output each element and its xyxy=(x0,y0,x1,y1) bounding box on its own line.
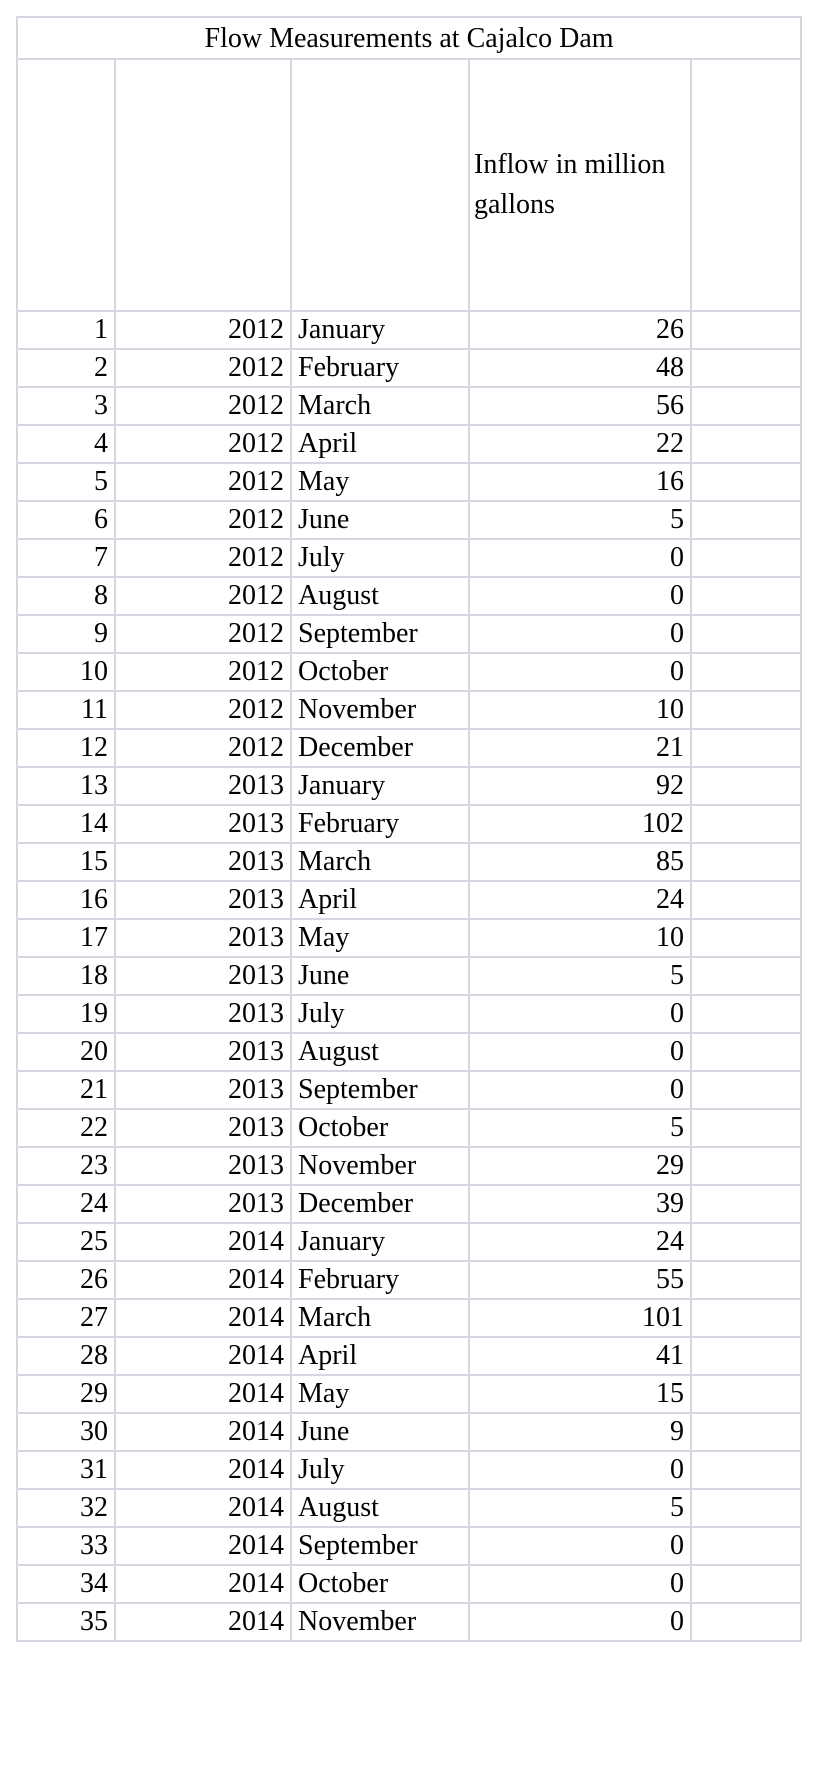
month-cell[interactable]: January xyxy=(291,311,469,349)
inflow-cell[interactable]: 16 xyxy=(469,463,691,501)
row-number-cell[interactable]: 23 xyxy=(17,1147,115,1185)
empty-cell[interactable] xyxy=(691,843,801,881)
year-cell[interactable]: 2013 xyxy=(115,881,291,919)
table-row xyxy=(17,1337,801,1375)
year-cell[interactable]: 2012 xyxy=(115,539,291,577)
month-cell[interactable]: April xyxy=(291,425,469,463)
year-cell[interactable]: 2012 xyxy=(115,615,291,653)
inflow-cell[interactable]: 5 xyxy=(469,1489,691,1527)
year-cell[interactable]: 2013 xyxy=(115,995,291,1033)
row-number-cell[interactable]: 25 xyxy=(17,1223,115,1261)
row-number-cell[interactable]: 3 xyxy=(17,387,115,425)
month-cell[interactable]: December xyxy=(291,1185,469,1223)
row-number-cell[interactable]: 7 xyxy=(17,539,115,577)
empty-cell[interactable] xyxy=(691,1451,801,1489)
row-number-cell[interactable]: 13 xyxy=(17,767,115,805)
table-row xyxy=(17,919,801,957)
empty-cell[interactable] xyxy=(691,1375,801,1413)
inflow-cell[interactable]: 0 xyxy=(469,1071,691,1109)
month-cell[interactable]: October xyxy=(291,1565,469,1603)
row-number-cell[interactable]: 11 xyxy=(17,691,115,729)
year-cell[interactable]: 2012 xyxy=(115,311,291,349)
month-cell[interactable]: September xyxy=(291,1071,469,1109)
inflow-cell[interactable]: 55 xyxy=(469,1261,691,1299)
month-cell[interactable]: May xyxy=(291,463,469,501)
inflow-cell[interactable]: 29 xyxy=(469,1147,691,1185)
table-row xyxy=(17,843,801,881)
month-cell[interactable]: September xyxy=(291,1527,469,1565)
row-number-cell[interactable]: 29 xyxy=(17,1375,115,1413)
month-cell[interactable]: November xyxy=(291,1603,469,1641)
year-cell[interactable]: 2013 xyxy=(115,957,291,995)
table-row xyxy=(17,995,801,1033)
empty-cell[interactable] xyxy=(691,577,801,615)
month-cell[interactable]: April xyxy=(291,881,469,919)
month-cell[interactable]: July xyxy=(291,995,469,1033)
row-number-cell[interactable]: 24 xyxy=(17,1185,115,1223)
year-cell[interactable]: 2013 xyxy=(115,919,291,957)
row-number-cell[interactable]: 17 xyxy=(17,919,115,957)
sheet-title[interactable]: Flow Measurements at Cajalco Dam xyxy=(17,17,801,59)
empty-cell[interactable] xyxy=(691,1071,801,1109)
inflow-cell[interactable]: 56 xyxy=(469,387,691,425)
month-cell[interactable]: May xyxy=(291,919,469,957)
month-cell[interactable]: February xyxy=(291,805,469,843)
year-cell[interactable]: 2014 xyxy=(115,1337,291,1375)
empty-cell[interactable] xyxy=(691,1603,801,1641)
header-cell-a[interactable] xyxy=(17,59,115,311)
inflow-cell[interactable]: 101 xyxy=(469,1299,691,1337)
row-number-cell[interactable]: 5 xyxy=(17,463,115,501)
empty-cell[interactable] xyxy=(691,615,801,653)
empty-cell[interactable] xyxy=(691,387,801,425)
empty-cell[interactable] xyxy=(691,1565,801,1603)
spreadsheet-table xyxy=(16,16,802,1642)
empty-cell[interactable] xyxy=(691,805,801,843)
inflow-cell[interactable]: 0 xyxy=(469,1527,691,1565)
empty-cell[interactable] xyxy=(691,1413,801,1451)
month-cell[interactable]: September xyxy=(291,615,469,653)
row-number-cell[interactable]: 14 xyxy=(17,805,115,843)
year-cell[interactable]: 2012 xyxy=(115,691,291,729)
empty-cell[interactable] xyxy=(691,1185,801,1223)
year-cell[interactable]: 2013 xyxy=(115,805,291,843)
year-cell[interactable]: 2012 xyxy=(115,501,291,539)
month-cell[interactable]: March xyxy=(291,1299,469,1337)
month-cell[interactable]: June xyxy=(291,501,469,539)
table-row xyxy=(17,425,801,463)
empty-cell[interactable] xyxy=(691,425,801,463)
row-number-cell[interactable]: 32 xyxy=(17,1489,115,1527)
table-row xyxy=(17,653,801,691)
row-number-cell[interactable]: 10 xyxy=(17,653,115,691)
row-number-cell[interactable]: 20 xyxy=(17,1033,115,1071)
inflow-cell[interactable]: 0 xyxy=(469,653,691,691)
title-row xyxy=(17,17,801,59)
year-cell[interactable]: 2014 xyxy=(115,1489,291,1527)
row-number-cell[interactable]: 4 xyxy=(17,425,115,463)
year-cell[interactable]: 2012 xyxy=(115,425,291,463)
year-cell[interactable]: 2014 xyxy=(115,1299,291,1337)
inflow-cell[interactable]: 22 xyxy=(469,425,691,463)
empty-cell[interactable] xyxy=(691,919,801,957)
table-row xyxy=(17,957,801,995)
inflow-cell[interactable]: 24 xyxy=(469,1223,691,1261)
year-cell[interactable]: 2012 xyxy=(115,387,291,425)
inflow-cell[interactable]: 85 xyxy=(469,843,691,881)
empty-cell[interactable] xyxy=(691,1223,801,1261)
empty-cell[interactable] xyxy=(691,1147,801,1185)
empty-cell[interactable] xyxy=(691,1337,801,1375)
month-cell[interactable]: June xyxy=(291,1413,469,1451)
year-cell[interactable]: 2012 xyxy=(115,653,291,691)
table-row xyxy=(17,349,801,387)
row-number-cell[interactable]: 2 xyxy=(17,349,115,387)
inflow-cell[interactable]: 9 xyxy=(469,1413,691,1451)
empty-cell[interactable] xyxy=(691,691,801,729)
month-cell[interactable]: December xyxy=(291,729,469,767)
inflow-cell[interactable]: 41 xyxy=(469,1337,691,1375)
row-number-cell[interactable]: 33 xyxy=(17,1527,115,1565)
table-row xyxy=(17,729,801,767)
inflow-cell[interactable]: 5 xyxy=(469,1109,691,1147)
month-cell[interactable]: October xyxy=(291,1109,469,1147)
empty-cell[interactable] xyxy=(691,463,801,501)
empty-cell[interactable] xyxy=(691,501,801,539)
table-row xyxy=(17,1109,801,1147)
year-cell[interactable]: 2013 xyxy=(115,767,291,805)
table-row xyxy=(17,577,801,615)
year-cell[interactable]: 2014 xyxy=(115,1261,291,1299)
row-number-cell[interactable]: 28 xyxy=(17,1337,115,1375)
year-cell[interactable]: 2014 xyxy=(115,1223,291,1261)
inflow-cell[interactable]: 10 xyxy=(469,919,691,957)
month-cell[interactable]: January xyxy=(291,767,469,805)
table-row xyxy=(17,1527,801,1565)
table-row xyxy=(17,387,801,425)
empty-cell[interactable] xyxy=(691,1299,801,1337)
month-cell[interactable]: January xyxy=(291,1223,469,1261)
year-cell[interactable]: 2013 xyxy=(115,843,291,881)
row-number-cell[interactable]: 35 xyxy=(17,1603,115,1641)
row-number-cell[interactable]: 15 xyxy=(17,843,115,881)
month-cell[interactable]: February xyxy=(291,349,469,387)
inflow-cell[interactable]: 5 xyxy=(469,957,691,995)
inflow-cell[interactable]: 24 xyxy=(469,881,691,919)
empty-cell[interactable] xyxy=(691,1109,801,1147)
table-row xyxy=(17,615,801,653)
row-number-cell[interactable]: 16 xyxy=(17,881,115,919)
month-cell[interactable]: July xyxy=(291,539,469,577)
year-cell[interactable]: 2013 xyxy=(115,1071,291,1109)
row-number-cell[interactable]: 9 xyxy=(17,615,115,653)
row-number-cell[interactable]: 8 xyxy=(17,577,115,615)
table-row xyxy=(17,1033,801,1071)
row-number-cell[interactable]: 19 xyxy=(17,995,115,1033)
month-cell[interactable]: November xyxy=(291,1147,469,1185)
header-cell-b[interactable] xyxy=(115,59,291,311)
row-number-cell[interactable]: 21 xyxy=(17,1071,115,1109)
empty-cell[interactable] xyxy=(691,957,801,995)
header-cell-c[interactable] xyxy=(291,59,469,311)
year-cell[interactable]: 2013 xyxy=(115,1033,291,1071)
row-number-cell[interactable]: 12 xyxy=(17,729,115,767)
inflow-cell[interactable]: 21 xyxy=(469,729,691,767)
inflow-cell[interactable]: 0 xyxy=(469,995,691,1033)
empty-cell[interactable] xyxy=(691,349,801,387)
row-number-cell[interactable]: 27 xyxy=(17,1299,115,1337)
table-row xyxy=(17,1489,801,1527)
table-row xyxy=(17,1071,801,1109)
inflow-cell[interactable]: 0 xyxy=(469,577,691,615)
inflow-cell[interactable]: 0 xyxy=(469,1565,691,1603)
inflow-cell[interactable]: 0 xyxy=(469,1603,691,1641)
table-row xyxy=(17,1451,801,1489)
table-row xyxy=(17,805,801,843)
month-cell[interactable]: August xyxy=(291,577,469,615)
empty-cell[interactable] xyxy=(691,1261,801,1299)
year-cell[interactable]: 2012 xyxy=(115,729,291,767)
inflow-cell[interactable]: 102 xyxy=(469,805,691,843)
table-row xyxy=(17,311,801,349)
row-number-cell[interactable]: 31 xyxy=(17,1451,115,1489)
table-row xyxy=(17,691,801,729)
year-cell[interactable]: 2012 xyxy=(115,463,291,501)
empty-cell[interactable] xyxy=(691,653,801,691)
header-cell-inflow[interactable]: Inflow in million gallons xyxy=(469,59,691,311)
table-row xyxy=(17,767,801,805)
empty-cell[interactable] xyxy=(691,1527,801,1565)
empty-cell[interactable] xyxy=(691,767,801,805)
month-cell[interactable]: July xyxy=(291,1451,469,1489)
inflow-cell[interactable]: 39 xyxy=(469,1185,691,1223)
table-row xyxy=(17,1261,801,1299)
inflow-cell[interactable]: 10 xyxy=(469,691,691,729)
spreadsheet-body xyxy=(17,17,801,1641)
empty-cell[interactable] xyxy=(691,1489,801,1527)
year-cell[interactable]: 2012 xyxy=(115,349,291,387)
year-cell[interactable]: 2013 xyxy=(115,1147,291,1185)
empty-cell[interactable] xyxy=(691,881,801,919)
year-cell[interactable]: 2014 xyxy=(115,1413,291,1451)
table-row xyxy=(17,501,801,539)
table-row xyxy=(17,1565,801,1603)
month-cell[interactable]: June xyxy=(291,957,469,995)
row-number-cell[interactable]: 18 xyxy=(17,957,115,995)
inflow-cell[interactable]: 0 xyxy=(469,539,691,577)
row-number-cell[interactable]: 22 xyxy=(17,1109,115,1147)
year-cell[interactable]: 2014 xyxy=(115,1603,291,1641)
row-number-cell[interactable]: 26 xyxy=(17,1261,115,1299)
month-cell[interactable]: May xyxy=(291,1375,469,1413)
month-cell[interactable]: February xyxy=(291,1261,469,1299)
inflow-cell[interactable]: 5 xyxy=(469,501,691,539)
table-row xyxy=(17,1147,801,1185)
table-row xyxy=(17,1603,801,1641)
table-row xyxy=(17,1413,801,1451)
month-cell[interactable]: April xyxy=(291,1337,469,1375)
inflow-cell[interactable]: 0 xyxy=(469,1451,691,1489)
inflow-cell[interactable]: 0 xyxy=(469,615,691,653)
month-cell[interactable]: March xyxy=(291,387,469,425)
header-row xyxy=(17,59,801,311)
table-row xyxy=(17,1375,801,1413)
inflow-cell[interactable]: 15 xyxy=(469,1375,691,1413)
table-row xyxy=(17,1185,801,1223)
table-row xyxy=(17,881,801,919)
year-cell[interactable]: 2014 xyxy=(115,1375,291,1413)
month-cell[interactable]: March xyxy=(291,843,469,881)
empty-cell[interactable] xyxy=(691,729,801,767)
year-cell[interactable]: 2014 xyxy=(115,1527,291,1565)
table-row xyxy=(17,1299,801,1337)
month-cell[interactable]: August xyxy=(291,1489,469,1527)
inflow-cell[interactable]: 48 xyxy=(469,349,691,387)
empty-cell[interactable] xyxy=(691,995,801,1033)
table-row xyxy=(17,539,801,577)
row-number-cell[interactable]: 34 xyxy=(17,1565,115,1603)
month-cell[interactable]: October xyxy=(291,653,469,691)
year-cell[interactable]: 2014 xyxy=(115,1451,291,1489)
year-cell[interactable]: 2013 xyxy=(115,1109,291,1147)
table-row xyxy=(17,1223,801,1261)
month-cell[interactable]: November xyxy=(291,691,469,729)
header-cell-e[interactable] xyxy=(691,59,801,311)
month-cell[interactable]: August xyxy=(291,1033,469,1071)
inflow-cell[interactable]: 26 xyxy=(469,311,691,349)
empty-cell[interactable] xyxy=(691,539,801,577)
inflow-cell[interactable]: 0 xyxy=(469,1033,691,1071)
year-cell[interactable]: 2014 xyxy=(115,1565,291,1603)
inflow-cell[interactable]: 92 xyxy=(469,767,691,805)
row-number-cell[interactable]: 30 xyxy=(17,1413,115,1451)
row-number-cell[interactable]: 6 xyxy=(17,501,115,539)
empty-cell[interactable] xyxy=(691,311,801,349)
table-row xyxy=(17,463,801,501)
row-number-cell[interactable]: 1 xyxy=(17,311,115,349)
year-cell[interactable]: 2013 xyxy=(115,1185,291,1223)
empty-cell[interactable] xyxy=(691,1033,801,1071)
year-cell[interactable]: 2012 xyxy=(115,577,291,615)
